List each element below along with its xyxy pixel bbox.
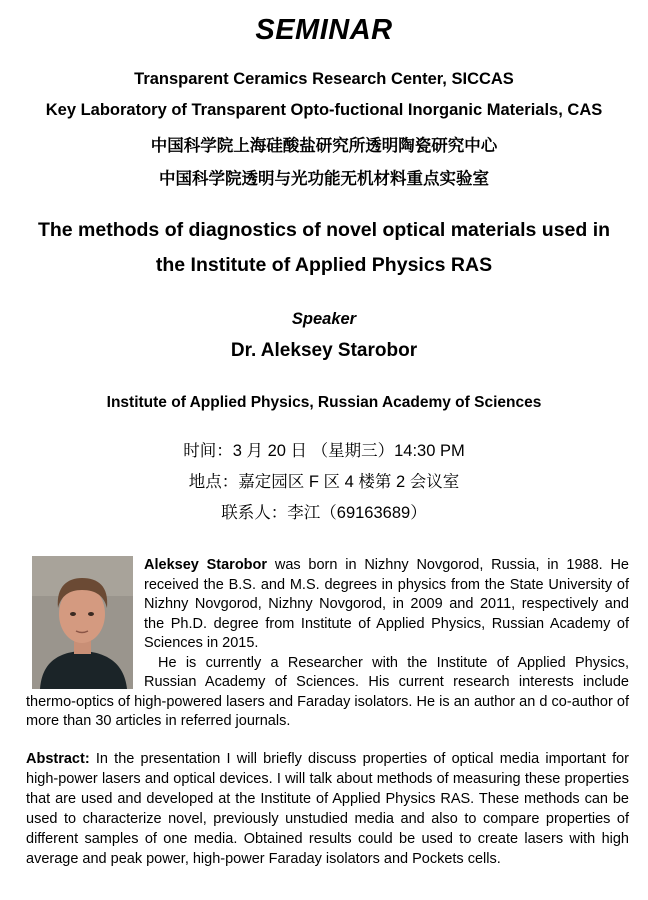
bio-paragraph-1: Aleksey Starobor was born in Nizhny Novgorod, Russia, in 1988. He received the B.S. and M.S. degrees in physics from the State University of Nizhny Novgorod, Nizhny Novgorod, in 2009 and 2011, respectively and the Ph.D. degree from Institute of Applied Physics, Russian Academy of Sciences in 2015. [144, 557, 629, 651]
org-line-2: Key Laboratory of Transparent Opto-fuctional Inorganic Materials, CAS [45, 101, 603, 119]
event-contact: 联系人：李江（69163689） [221, 504, 427, 522]
event-location: 地点：嘉定园区 F 区 4 楼第 2 会议室 [188, 473, 460, 491]
org-line-3-chinese: 中国科学院上海硅酸盐研究所透明陶瓷研究中心 [150, 137, 498, 155]
bio-name: Aleksey Starobor [144, 557, 268, 573]
abstract-text: In the presentation I will briefly discuss properties of optical media important for high-power lasers and optical devices. I will talk about methods of measuring these properties that are used and developed at the Institute of Applied Physics RAS. These methods can be used to characterize novel, previously unstudied media and also to compare properties of different samples of one media. Obtained results could be used to create lasers with high average and peak power, high-power Faraday isolators and Pockets cells. [26, 751, 629, 867]
org-line-1: Transparent Ceramics Research Center, SICCAS [134, 70, 514, 88]
speaker-name: Dr. Aleksey Starobor [230, 340, 418, 361]
event-time: 时间：3 月 20 日 （星期三）14:30 PM [183, 442, 465, 460]
abstract [26, 749, 629, 869]
speaker-bio [26, 556, 629, 732]
speaker-label: Speaker [291, 310, 357, 328]
talk-title-line-1: The methods of diagnostics of novel optical materials used in [37, 219, 611, 241]
abstract-label: Abstract: [26, 751, 90, 767]
org-line-4-chinese: 中国科学院透明与光功能无机材料重点实验室 [159, 170, 489, 188]
speaker-affiliation: Institute of Applied Physics, Russian Academy of Sciences [106, 394, 542, 411]
talk-title-line-2: the Institute of Applied Physics RAS [155, 254, 493, 276]
bio-paragraph-2: He is currently a Researcher with the Institute of Applied Physics, Russian Academy of Sciences. His current research interests include thermo-optics of high-powered lasers and Faraday isolators. He is an author an d co-author of more than 30 articles in referred journals. [26, 654, 629, 729]
seminar-title: SEMINAR [255, 14, 393, 46]
